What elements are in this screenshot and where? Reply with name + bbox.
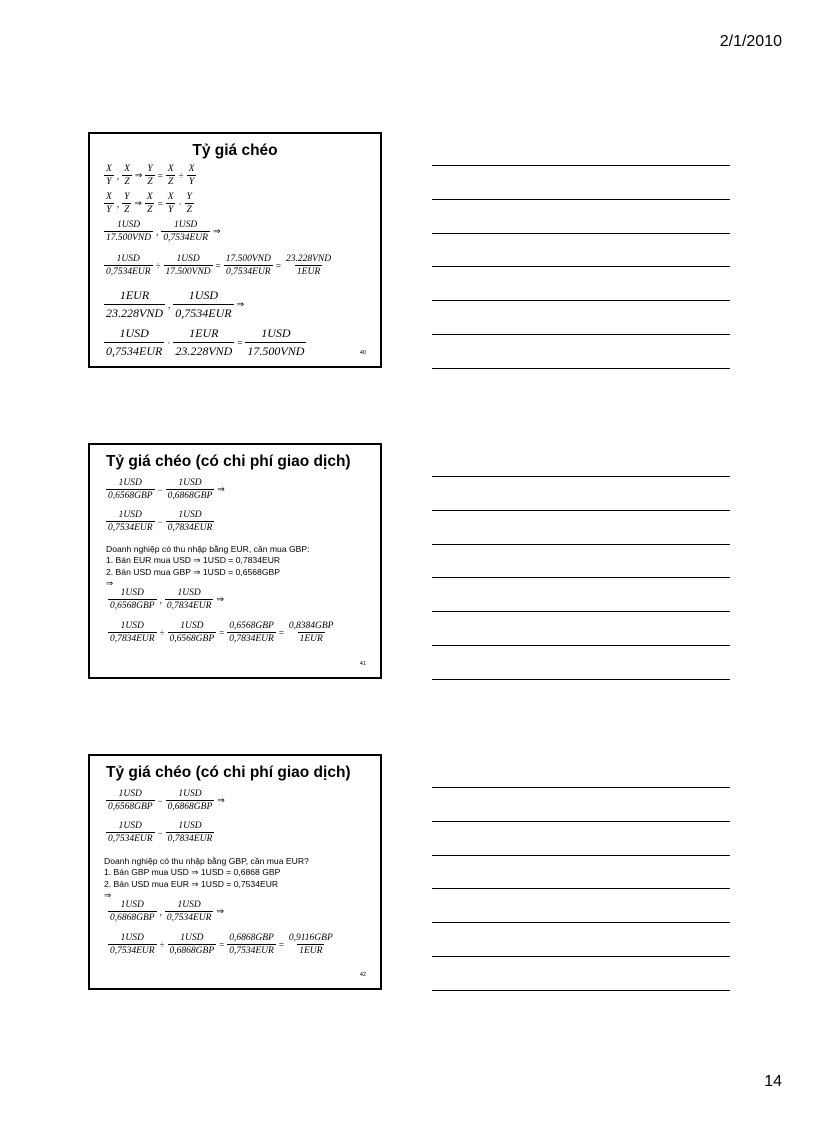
slide-number: 41 xyxy=(359,661,366,667)
text-line: ⇒ xyxy=(106,578,114,589)
text-line: Doanh nghiệp có thu nhập bằng EUR, cần mua GBP: xyxy=(106,544,310,554)
slide-title: Tỷ giá chéo (có chi phí giao dịch) xyxy=(106,764,351,781)
note-line xyxy=(432,368,730,369)
note-line xyxy=(432,510,730,511)
formula-3: 1USD 0,6868GBP , 1USD 0,7534EUR ⇒ xyxy=(110,900,224,923)
slide-text xyxy=(106,544,310,590)
formula-3: 1USD 17.500VND , 1USD 0,7534EUR ⇒ xyxy=(106,220,221,243)
slide-title: Tỷ giá chéo xyxy=(192,142,278,159)
note-line xyxy=(432,645,730,646)
note-line xyxy=(432,266,730,267)
text-line: 1. Bán GBP mua USD ⇒ 1USD = 0,6868 GBP xyxy=(104,867,281,878)
slide-number: 42 xyxy=(359,972,366,978)
note-line xyxy=(432,334,730,335)
note-line xyxy=(432,679,730,680)
note-line xyxy=(432,233,730,234)
note-line xyxy=(432,577,730,578)
header-date: 2/1/2010 xyxy=(719,33,782,50)
note-line xyxy=(432,199,730,200)
note-line xyxy=(432,300,730,301)
formula-5: 1EUR 23.228VND , 1USD 0,7534EUR ⇒ xyxy=(106,288,245,320)
formula-4: 1USD 0,7534EUR ÷ 1USD 17.500VND = 17.500VND 0,7534EUR = 23.228VND 1EUR xyxy=(106,254,332,277)
note-line xyxy=(432,956,730,957)
note-line xyxy=(432,922,730,923)
note-line xyxy=(432,544,730,545)
note-line xyxy=(432,476,730,477)
text-line: 2. Bán USD mua GBP ⇒ 1USD = 0,6568GBP xyxy=(106,566,280,577)
formula-4: 1USD 0,7834EUR ÷ 1USD 0,6568GBP = 0,6568GBP 0,7834EUR = 0,8384GBP 1EUR xyxy=(110,621,334,644)
text-line: 1. Bán EUR mua USD ⇒ 1USD = 0,7834EUR xyxy=(106,555,281,566)
formula-2: 1USD 0,7534EUR − 1USD 0,7834EUR xyxy=(108,510,213,533)
note-line xyxy=(432,990,730,991)
note-line xyxy=(432,787,730,788)
formula-6: 1USD 0,7534EUR · 1EUR 23.228VND = 1USD 17.500VND xyxy=(106,326,305,358)
note-line xyxy=(432,821,730,822)
text-line: Doanh nghiệp có thu nhập bằng GBP, cần mua EUR? xyxy=(104,856,309,866)
text-line: ⇒ xyxy=(104,890,112,901)
formula-1: X Y , X Z ⇒ $\frac{Y}{Z}$ = $\frac{X}{Z}$ ÷ $\frac{X}{Y}$ xyxy=(106,164,195,187)
note-line xyxy=(432,611,730,612)
note-line xyxy=(432,888,730,889)
page-number: 14 xyxy=(764,1073,782,1090)
formula-2: 1USD 0,7534EUR − 1USD 0,7834EUR xyxy=(108,821,213,844)
note-line xyxy=(432,165,730,166)
slide-number: 40 xyxy=(359,350,366,356)
slide-text xyxy=(104,856,309,902)
formula-1: 1USD 0,6568GBP − 1USD 0,6868GBP ⇒ xyxy=(108,789,225,812)
formula-4: 1USD 0,7534EUR ÷ 1USD 0,6868GBP = 0,6868GBP 0,7534EUR = 0,9116GBP 1EUR xyxy=(110,933,333,956)
formula-2: X Y , Y Z ⇒ $\frac{X}{Z}$ = $\frac{X}{Y}$ · Y Z xyxy=(106,192,192,215)
formula-1: 1USD 0,6568GBP − 1USD 0,6868GBP ⇒ xyxy=(108,478,225,501)
slide-41 xyxy=(88,443,382,679)
formula-3: 1USD 0,6568GBP , 1USD 0,7834EUR ⇒ xyxy=(110,588,224,611)
slide-title: Tỷ giá chéo (có chi phí giao dịch) xyxy=(106,453,351,470)
note-line xyxy=(432,855,730,856)
slide-42 xyxy=(88,754,382,990)
text-line: 2. Bán USD mua EUR ⇒ 1USD = 0,7534EUR xyxy=(104,878,279,889)
slide-40 xyxy=(88,132,382,368)
